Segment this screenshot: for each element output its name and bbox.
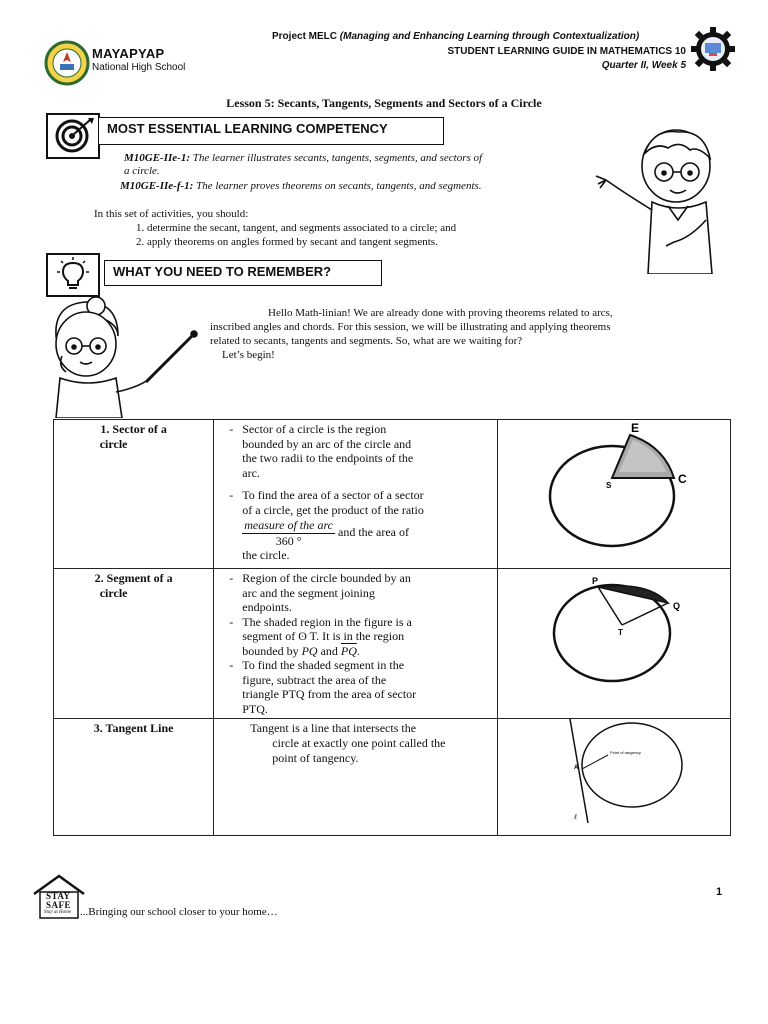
tangent-diagram [498,719,730,831]
quarter-week: Quarter II, Week 5 [601,60,686,71]
label-s: S [605,481,612,490]
project-line [272,31,639,42]
lesson-concepts-table [53,419,731,836]
school-name: MAYAPYAP [92,46,165,61]
segment-diagram [498,569,730,709]
sector-def-line-2: bounded by an arc of the circle and [242,436,412,451]
objective-2: 2. apply theorems on angles formed by secant and tangent segments. [136,236,438,248]
term-segment-line-2: circle [99,586,128,600]
segment-def-line-1: Region of the circle bounded by an [242,571,411,585]
sector-area-line-3: the circle. [242,548,290,562]
sector-def-line-4: arc. [242,465,260,480]
definition-cell-tangent [214,719,498,836]
target-icon [48,115,98,157]
stay-safe-house-logo [32,874,86,920]
stay-text: STAY [46,891,71,901]
segment-shaded-line-2: segment of ʘ T. It is in the region [242,629,405,643]
label-c: C [677,472,687,486]
figure-cell-sector [497,420,730,569]
melc-code-1: M10GE-IIe-1: [124,152,190,164]
term-segment-line-1: 2. Segment of a [94,571,173,585]
boy-cartoon-illustration [594,124,744,274]
gear-logo [690,26,736,72]
melc-text-1b: a circle. [124,165,160,177]
sector-diagram [498,420,730,564]
girl-teacher-cartoon-illustration [36,296,202,418]
term-tangent: 3. Tangent Line [93,721,174,735]
term-sector-line-2: circle [99,437,128,451]
chord-pq: $\overline{PQ}$ [340,643,357,658]
fraction-numerator: measure of the arc [244,518,334,532]
objectives-intro: In this set of activities, you should: [94,208,249,220]
sector-area-line-2: of a circle, get the product of the ratio [242,502,424,517]
melc-text-2: The learner proves theorems on secants, tangents, and segments. [193,180,482,192]
term-cell-tangent [54,719,214,836]
tangent-def-line-2: circle at exactly one point called the [272,736,446,750]
school-logo [44,40,90,86]
sector-def-line-3: the two radii to the endpoints of the [242,451,414,465]
table-row-tangent [54,719,731,836]
label-e: E [630,421,639,435]
label-q: Q [672,601,680,611]
safe-text: SAFE [46,900,72,910]
target-icon-box [46,113,100,159]
segment-def-line-2: arc and the segment joining [242,585,375,600]
melc-item-2 [120,180,482,192]
term-cell-segment [54,569,214,719]
figure-cell-segment [497,569,730,719]
segment-period: . [356,643,360,658]
melc-heading: MOST ESSENTIAL LEARNING COMPETENCY [107,121,388,136]
paragraph-line-4: Let’s begin! [222,349,275,361]
definition-cell-segment: - Region of the circle bounded by an arc and the segment joining endpoints. - The shaded region in the figure is a segment of ʘ T. It is in the region bounded by PQ and $\overline{PQ}$. - To find the shaded segment in the figure, subtract the area of the triangle PTQ from the area of sector PTQ. [214,569,498,719]
segment-find-line-3: triangle PTQ from the area of sector [242,687,417,701]
label-t: T [617,628,623,637]
project-expansion: (Managing and Enhancing Learning through Contextualization) [339,31,640,42]
label-a: A [573,765,579,771]
segment-shaded-line-3 [242,644,412,659]
page-number: 1 [716,886,723,898]
table-row-sector [54,420,731,569]
term-cell-sector [54,420,214,569]
label-point-of-tangency: Point of tangency [609,750,641,755]
school-subtitle: National High School [92,62,186,73]
melc-code-2: M10GE-IIe-f-1: [120,180,194,192]
segment-shaded-line-1: The shaded region in the figure is a [242,614,412,629]
segment-def-line-3: endpoints. [242,600,292,614]
segment-find-line-4: PTQ. [242,701,268,716]
label-line-l: ℓ [573,813,577,821]
term-sector-line-1: 1. Sector of a [100,422,167,436]
guide-title: STUDENT LEARNING GUIDE IN MATHEMATICS 10 [447,46,686,57]
segment-find-line-1: To find the shaded segment in the [242,658,405,672]
paragraph-line-1: Hello Math-linian! We are already done with proving theorems related to arcs, [268,307,613,319]
paragraph-line-2: inscribed angles and chords. For this session, we will be illustrating and applying theorems [210,321,611,333]
definition-cell-sector: - Sector of a circle is the region bounded by an arc of the circle and the two radii to the endpoints of the arc. - To find the area of a sector of a sector of a circle, get the product of the ratio $\frac{\text{measure of the arc}}{360 ^\circ}$ and the area of the circle. [214,420,498,569]
stay-home-text: Stay at Home [44,910,71,915]
remember-paragraph [210,306,730,362]
tangent-def-line-3: point of tangency. [272,751,359,765]
label-p: P [591,576,598,586]
melc-text-1: The learner illustrates secants, tangents, segments, and sectors of [190,152,483,164]
arc-pq: PQ [301,643,318,658]
paragraph-line-3: related to secants, tangents and segments. So, what are we waiting for? [210,335,523,347]
lesson-title: Lesson 5: Secants, Tangents, Segments and Sectors of a Circle [226,96,542,110]
lightbulb-icon-box [46,253,100,297]
sector-area-line-1: To find the area of a sector of a sector [242,488,424,502]
segment-and-text: and [317,643,341,658]
tangent-def-line-1: Tangent is a line that intersects the [250,721,417,735]
objective-1: 1. determine the secant, tangent, and segments associated to a circle; and [136,222,457,234]
fraction-denominator: 360 ° [275,533,302,548]
segment-find-line-2: figure, subtract the area of the [242,672,387,687]
project-prefix: Project MELC [272,31,338,42]
table-row-segment [54,569,731,719]
melc-item-1 [124,152,584,178]
footer-tagline: ...Bringing our school closer to your home… [80,906,278,918]
melc-heading-box [98,117,444,145]
arc-ratio-fraction [242,518,335,548]
segment-bounded-text: bounded by [242,643,302,658]
fraction-after-text: and the area of [335,524,409,539]
sector-def-line-1: Sector of a circle is the region [242,422,387,436]
lightbulb-icon [48,255,98,295]
figure-cell-tangent [497,719,730,836]
remember-heading-box [104,260,382,286]
remember-heading: WHAT YOU NEED TO REMEMBER? [113,264,332,279]
